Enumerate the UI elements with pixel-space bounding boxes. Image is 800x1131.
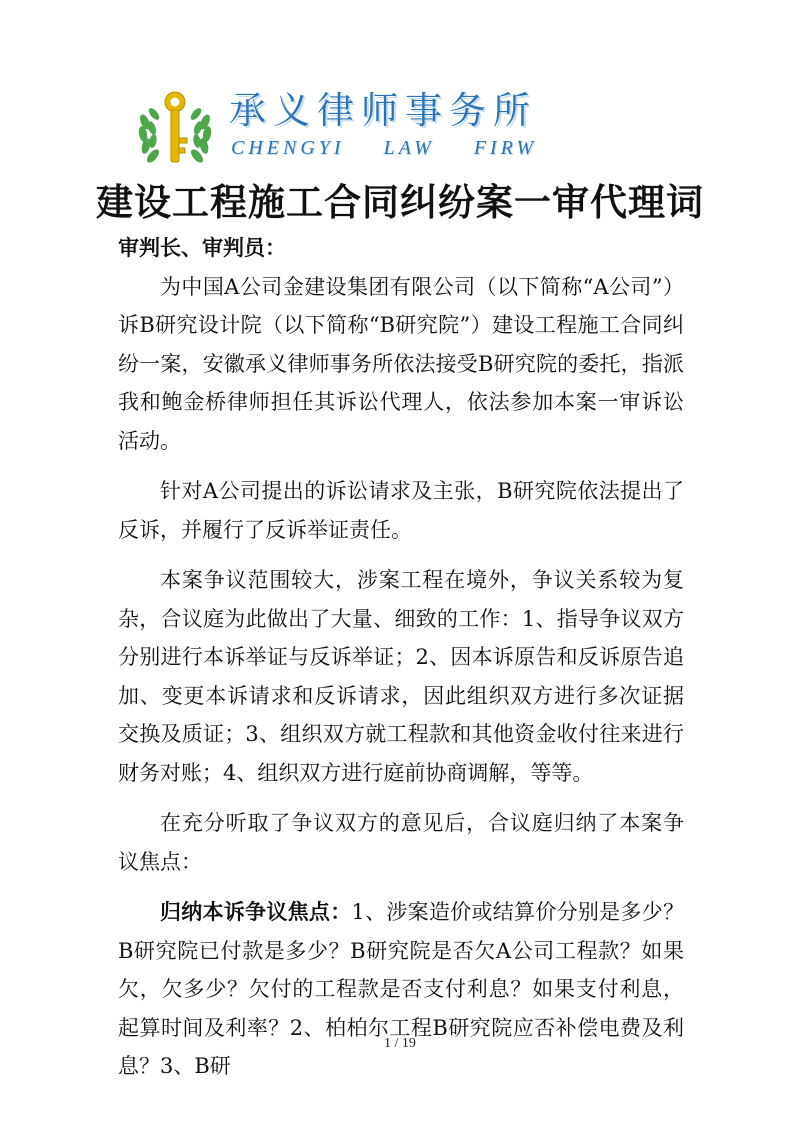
paragraph-court-work: 本案争议范围较大，涉案工程在境外，争议关系较为复杂，合议庭为此做出了大量、细致的工作：1、指导争议双方分别进行本诉举证与反诉举证；2、因本诉原告和反诉原告追加、变更本诉请求和反诉请求，因此组织双方进行多次证据交换及质证；3、组织双方就工程款和其他资金收付往来进行财务对账；4、组织双方进行庭前协商调解，等等。 xyxy=(118,568,684,785)
gold-key-laurel-wreath-icon xyxy=(135,88,215,168)
paragraph-dispute-focus xyxy=(118,893,684,1086)
firm-name-en: CHENGYI LAW FIRW xyxy=(231,137,538,159)
firm-name-cn: 承义律师事务所 xyxy=(229,89,537,132)
document-body xyxy=(118,229,684,1086)
paragraph-focus-intro: 在充分听取了争议双方的意见后，合议庭归纳了本案争议焦点： xyxy=(118,811,684,874)
letterhead xyxy=(135,88,685,168)
salutation: 审判长、审判员： xyxy=(118,235,286,260)
document-title: 建设工程施工合同纠纷案一审代理词 xyxy=(96,180,704,224)
paragraph-intro: 为中国A公司金建设集团有限公司（以下简称“A公司”）诉B研究设计院（以下简称“B研究院”）建设工程施工合同纠纷一案，安徽承义律师事务所依法接受B研究院的委托，指派我和鲍金桥律师担任其诉讼代理人，依法参加本案一审诉讼活动。 xyxy=(118,274,684,453)
dispute-focus-text: 1、涉案造价或结算价分别是多少？B研究院已付款是多少？B研究院是否欠A公司工程款？如果欠，欠多少？欠付的工程款是否支付利息？如果支付利息，起算时间及利率？2、柏柏尔工程B研究院应否补偿电费及利息？3、B研 xyxy=(118,900,684,1078)
paragraph-counterclaim: 针对A公司提出的诉讼请求及主张，B研究院依法提出了反诉，并履行了反诉举证责任。 xyxy=(118,479,684,542)
dispute-focus-label: 归纳本诉争议焦点： xyxy=(160,899,352,924)
page-number: 1 / 19 xyxy=(384,1036,416,1051)
